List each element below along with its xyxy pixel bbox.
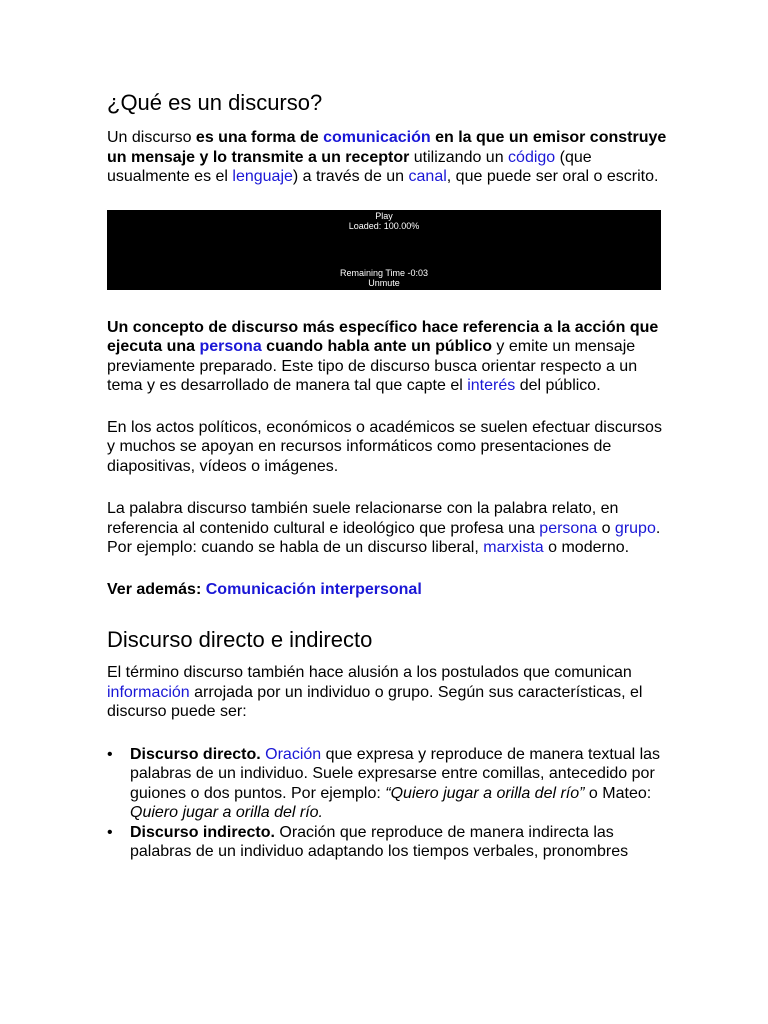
bullet: • [107,823,113,841]
item-title: Discurso indirecto. [130,823,275,841]
item-title: Discurso directo. [130,745,261,763]
see-also-label: Ver además: [107,580,206,598]
see-also [107,580,667,600]
bold-text: es una forma de [195,129,324,146]
text: Oración que reproduce de manera indirecta las palabras de un individuo adaptando los tiempos verbales, pronombres [130,823,629,860]
page-title: ¿Qué es un discurso? [107,90,323,115]
types-paragraph [107,663,667,722]
section-heading: Discurso directo e indirecto [107,627,373,652]
text: y emite un mensaje previamente preparado. Este tipo de discurso busca orientar respecto a un tema y es desarrollado de manera tal que capte el [107,338,638,394]
video-controls-bottom [107,268,661,289]
bold-text: Un concepto de discurso más específico hace referencia a la acción que ejecuta una [107,318,659,355]
bullet: • [107,745,113,763]
discourse-types-list [107,745,667,862]
link-informacion[interactable]: información [107,683,190,701]
text: Un discurso [107,129,196,146]
text: , que puede ser oral o escrito. [446,168,659,185]
political-paragraph: En los actos políticos, económicos o académicos se suelen efectuar discursos y muchos se apoyan en recursos informáticos como presentaciones de diapositivas, vídeos o imágenes. [107,418,662,475]
link-comunicacion-interpersonal[interactable]: Comunicación interpersonal [205,580,422,598]
video-player[interactable] [107,210,661,290]
link-marxista[interactable]: marxista [483,539,544,556]
text: (que usualmente es el [107,148,592,185]
text: . Por ejemplo: cuando se habla de un discurso liberal, [107,519,661,556]
text: del público. [515,377,601,394]
link-persona[interactable]: persona [199,338,262,355]
relato-paragraph [107,499,667,558]
list-item-indirecto [107,823,667,862]
link-grupo[interactable]: grupo [614,519,656,537]
link-oracion[interactable]: Oración [265,745,322,763]
unmute-button[interactable]: Unmute [368,278,400,288]
link-codigo[interactable]: código [508,148,556,166]
concept-paragraph [107,318,667,396]
link-persona-2[interactable]: persona [539,519,598,537]
bold-text: en la que un emisor construye un mensaje y lo transmite a un receptor [107,129,667,166]
article-content [107,88,667,862]
text: arrojada por un individuo o grupo. Según sus características, el discurso puede ser: [107,683,643,720]
text: utilizando un [409,148,509,166]
text: que expresa y reproduce de manera textual las palabras de un individuo. Suele expresarse entre comillas, antecedido por guiones o dos puntos. Por ejemplo: [130,745,661,802]
link-lenguaje[interactable]: lenguaje [232,168,293,185]
text: La palabra discurso también suele relacionarse con la palabra relato, en referencia al contenido cultural e ideológico que profesa una [107,500,619,537]
text: El término discurso también hace alusión a los postulados que comunican [107,664,632,681]
intro-paragraph [107,128,667,187]
play-button[interactable]: Play [375,210,393,221]
text: o Mateo: [584,784,652,802]
loaded-status: Loaded: 100.00% [348,221,420,231]
bold-text: cuando habla ante un público [261,338,492,355]
video-controls-top [107,211,661,232]
text: ) a través de un [292,168,409,185]
remaining-time: Remaining Time -0:03 [339,267,429,278]
link-canal[interactable]: canal [408,168,447,185]
text: o [597,519,615,537]
list-item-directo [107,745,667,823]
link-comunicacion[interactable]: comunicación [323,129,431,146]
link-interes[interactable]: interés [467,377,516,394]
italic-text: “Quiero jugar a orilla del río” [385,784,585,802]
italic-text: Quiero jugar a orilla del río. [130,804,323,821]
text: o moderno. [543,539,630,556]
